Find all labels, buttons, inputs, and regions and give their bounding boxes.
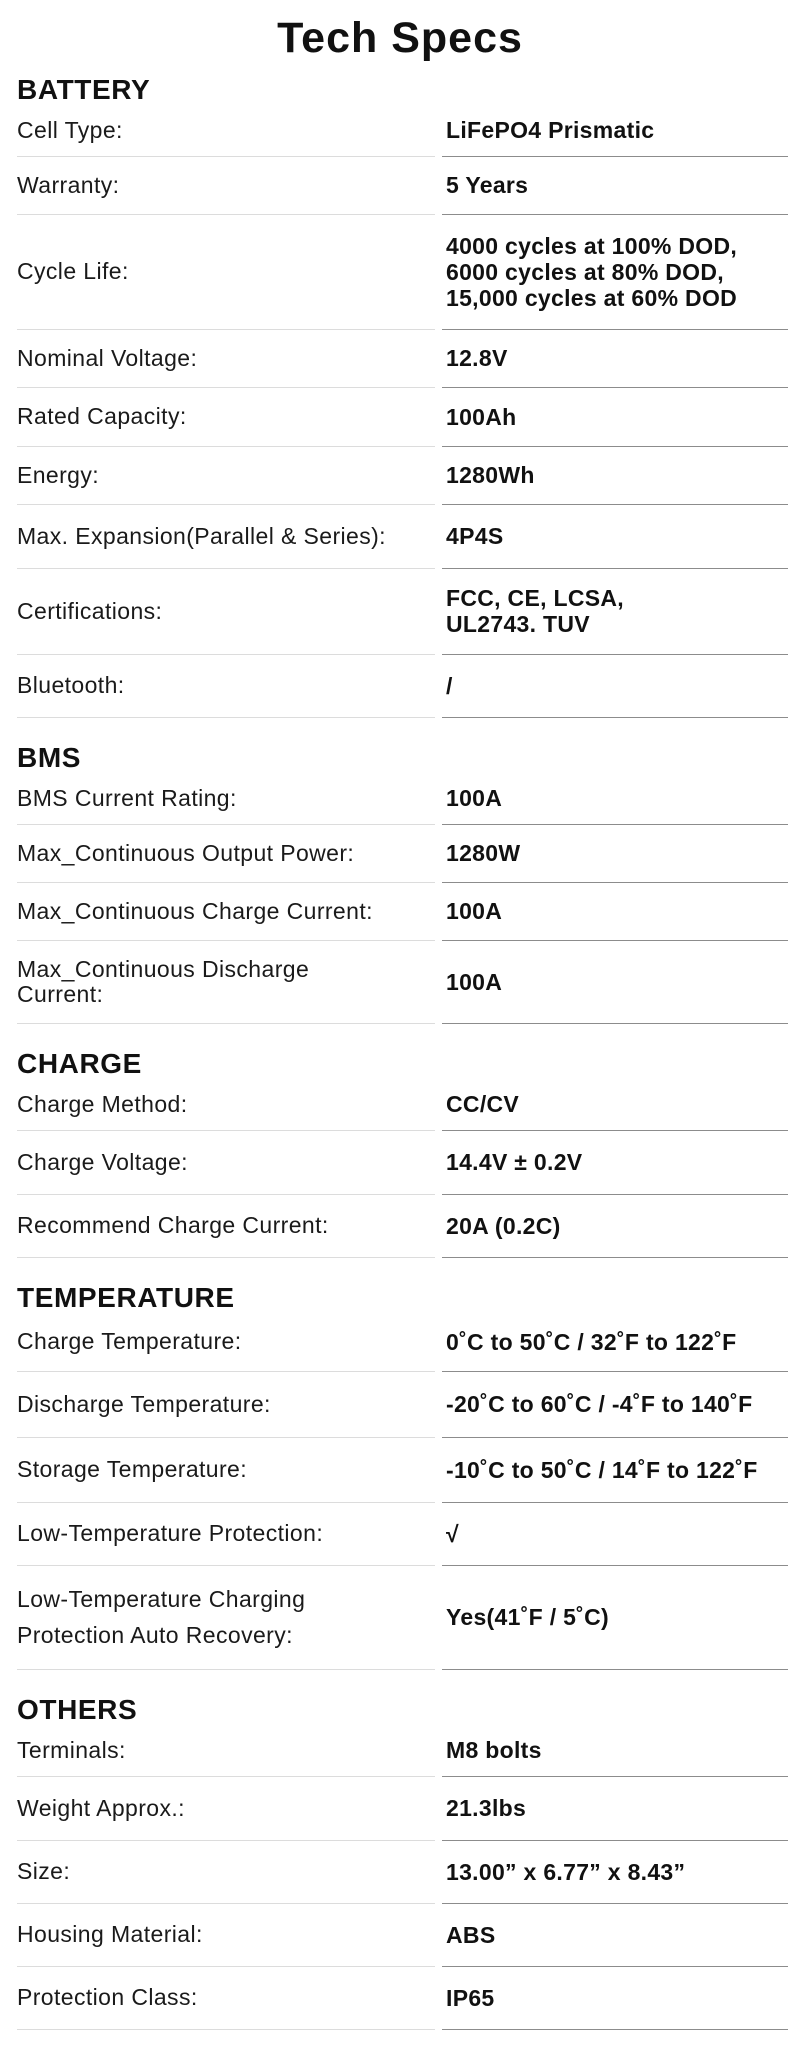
spec-value: 1280Wh (446, 462, 535, 488)
spec-label: Size: (17, 1858, 71, 1884)
spec-value: ABS (446, 1921, 496, 1948)
spec-value: LiFePO4 Prismatic (446, 117, 655, 143)
spec-label: Max_Continuous Output Power: (17, 839, 355, 866)
spec-row-recommend-charge-current (0, 1195, 800, 1258)
spec-label: Max_Continuous Discharge Current: (17, 955, 310, 1007)
spec-row-certifications (0, 569, 800, 655)
spec-label: Max_Continuous Charge Current: (17, 897, 373, 924)
spec-label: Nominal Voltage: (17, 344, 198, 371)
spec-row-size (0, 1841, 800, 1904)
spec-row-charge-temperature (0, 1313, 800, 1372)
spec-value: 0˚C to 50˚C / 32˚F to 122˚F (446, 1328, 737, 1355)
spec-value: 13.00” x 6.77” x 8.43” (446, 1858, 686, 1885)
spec-value: 12.8V (446, 345, 508, 371)
section-heading-battery: BATTERY (17, 74, 151, 105)
spec-row-cell-type (0, 105, 800, 157)
spec-value: 4000 cycles at 100% DOD, 6000 cycles at 80% DOD, 15,000 cycles at 60% DOD (446, 232, 738, 311)
spec-value: 100A (446, 968, 503, 995)
spec-label: Charge Voltage: (17, 1148, 188, 1175)
spec-row-max-expansion (0, 505, 800, 569)
page-title: Tech Specs (277, 14, 523, 62)
spec-value: -10˚C to 50˚C / 14˚F to 122˚F (446, 1456, 758, 1483)
spec-value: -20˚C to 60˚C / -4˚F to 140˚F (446, 1391, 753, 1417)
section-heading-temperature: TEMPERATURE (17, 1282, 235, 1313)
spec-value: 14.4V ± 0.2V (446, 1149, 583, 1175)
spec-value: 1280W (446, 840, 521, 866)
spec-label: Warranty: (17, 171, 120, 198)
spec-row-max-output-power (0, 825, 800, 883)
spec-value: Yes(41˚F / 5˚C) (446, 1604, 609, 1630)
spec-value: √ (446, 1520, 459, 1547)
section-heading-charge: CHARGE (17, 1048, 142, 1079)
spec-label: Energy: (17, 461, 100, 488)
spec-label: Low-Temperature Charging Protection Auto Recovery: (17, 1586, 306, 1648)
spec-value: 21.3lbs (446, 1795, 527, 1821)
spec-row-low-temp-auto-recovery (0, 1566, 800, 1670)
spec-value: IP65 (446, 1984, 495, 2011)
spec-row-max-discharge-current (0, 941, 800, 1024)
spec-row-energy (0, 447, 800, 505)
spec-label: Protection Class: (17, 1984, 198, 2010)
spec-label: Terminals: (17, 1736, 126, 1763)
spec-value: 4P4S (446, 523, 504, 549)
spec-label: Discharge Temperature: (17, 1390, 271, 1417)
spec-row-rated-capacity (0, 388, 800, 447)
spec-label: Certifications: (17, 597, 163, 624)
spec-row-charge-voltage (0, 1131, 800, 1195)
spec-row-weight (0, 1777, 800, 1841)
spec-value: 20A (0.2C) (446, 1212, 561, 1239)
row-divider (442, 1669, 788, 1670)
spec-value: 5 Years (446, 172, 529, 198)
spec-row-low-temp-protection (0, 1503, 800, 1566)
section-heading-others: OTHERS (17, 1694, 138, 1725)
spec-row-cycle-life (0, 215, 800, 330)
spec-label: Low-Temperature Protection: (17, 1520, 324, 1546)
row-divider (17, 1669, 435, 1670)
spec-value: FCC, CE, LCSA, UL2743. TUV (446, 585, 624, 637)
spec-row-housing-material (0, 1904, 800, 1967)
spec-value: 100Ah (446, 403, 517, 430)
row-divider (17, 717, 435, 718)
spec-row-nominal-voltage (0, 330, 800, 388)
spec-label: Charge Method: (17, 1090, 188, 1117)
spec-label: Cell Type: (17, 116, 123, 143)
spec-value: CC/CV (446, 1091, 520, 1117)
spec-value: M8 bolts (446, 1737, 542, 1763)
spec-label: Housing Material: (17, 1921, 203, 1947)
spec-label: Weight Approx.: (17, 1794, 185, 1821)
spec-row-protection-class (0, 1967, 800, 2030)
spec-label: Recommend Charge Current: (17, 1212, 329, 1238)
spec-row-max-charge-current (0, 883, 800, 941)
row-divider (17, 2029, 435, 2030)
spec-value: 100A (446, 898, 503, 924)
row-divider (17, 1257, 435, 1258)
spec-label: Storage Temperature: (17, 1456, 248, 1482)
row-divider (442, 717, 788, 718)
spec-row-storage-temperature (0, 1438, 800, 1503)
spec-value: 100A (446, 785, 503, 811)
spec-value: / (446, 672, 453, 699)
spec-label: Bluetooth: (17, 672, 125, 698)
row-divider (442, 1023, 788, 1024)
spec-label: Max. Expansion(Parallel & Series): (17, 522, 386, 549)
section-heading-bms: BMS (17, 742, 82, 773)
spec-row-bluetooth (0, 655, 800, 718)
spec-label: Charge Temperature: (17, 1328, 242, 1354)
spec-row-warranty (0, 157, 800, 215)
spec-row-terminals (0, 1725, 800, 1777)
row-divider (442, 2029, 788, 2030)
spec-row-discharge-temperature (0, 1372, 800, 1438)
spec-label: Rated Capacity: (17, 403, 187, 429)
spec-row-charge-method (0, 1079, 800, 1131)
row-divider (17, 1023, 435, 1024)
spec-label: BMS Current Rating: (17, 784, 237, 811)
row-divider (442, 1257, 788, 1258)
spec-label: Cycle Life: (17, 258, 129, 284)
spec-row-bms-current-rating (0, 773, 800, 825)
